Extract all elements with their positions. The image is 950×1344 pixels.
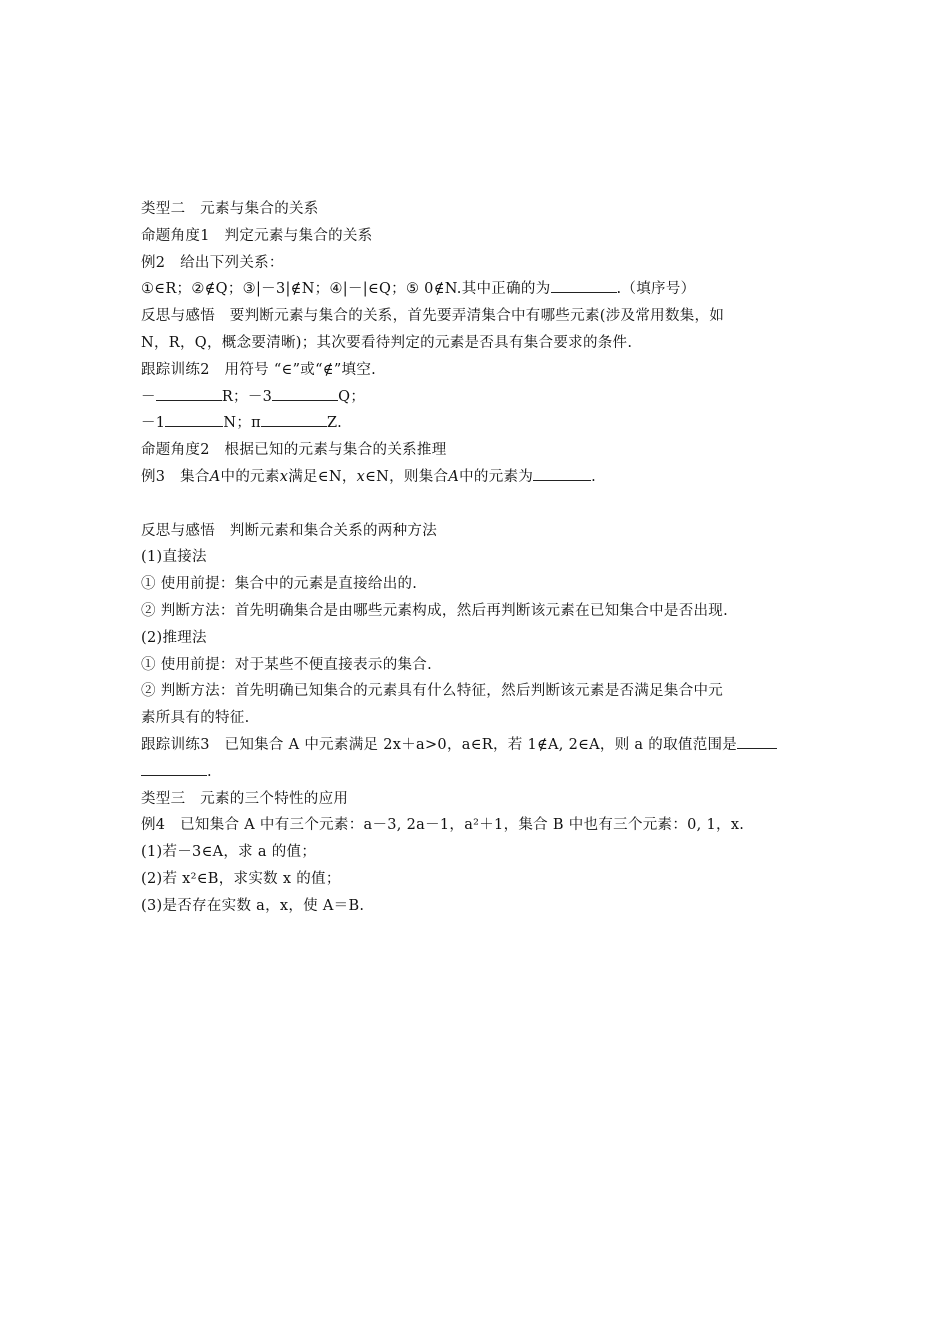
example-text: ∈N，则集合 [365,468,449,485]
subsection-heading: 命题角度2 根据已知的元素与集合的关系推理 [141,442,447,459]
answer-blank[interactable] [533,465,591,481]
answer-blank[interactable] [261,411,327,427]
answer-blank[interactable] [737,733,777,749]
reflection-text: N，R，Q，概念要清晰)；其次要看待判定的元素是否具有集合要求的条件. [141,334,633,351]
method-heading: (2)推理法 [141,629,207,646]
example-text: 例3 集合 [141,468,210,485]
exercise-text: Z. [326,415,342,432]
method-heading: (1)直接法 [141,549,207,566]
method-item: ② 判断方法：首先明确集合是由哪些元素构成，然后再判断该元素在已知集合中是否出现. [141,602,729,619]
example-text: 满足∈N， [288,468,357,485]
document-body [141,196,816,920]
exercise-text: N；π [223,415,261,432]
set-symbol: A [209,468,221,485]
section-heading: 类型三 元素的三个特性的应用 [141,790,349,807]
variable-symbol: x [356,468,366,485]
exercise-row [141,384,816,411]
exercise-title: 跟踪训练2 用符号 “∈”或“∉”填空. [141,361,377,378]
exercise-row [141,410,816,437]
exercise-text: 跟踪训练3 已知集合 A 中元素满足 2x＋a>0，a∈R，若 1∉A, 2∈A，则 a 的取值范围是 [141,736,738,753]
example-title: 例2 给出下列关系： [141,254,284,271]
example-text: 中的元素为 [459,468,534,485]
answer-blank[interactable] [165,411,223,427]
exercise-text: －1 [141,415,166,432]
spacer [141,491,816,518]
statement-tail: .（填序号） [616,281,696,298]
reflection-text: 反思与感悟 要判断元素与集合的关系，首先要弄清集合中有哪些元素(涉及常用数集，如 [141,308,725,325]
example-statement: 例4 已知集合 A 中有三个元素：a－3, 2a－1，a²＋1，集合 B 中也有三个元素：0, 1，x. [141,817,745,834]
example-statement [141,464,816,491]
exercise-text: Q； [338,388,366,405]
example-text: 中的元素 [220,468,280,485]
method-item: ② 判断方法：首先明确已知集合的元素具有什么特征，然后判断该元素是否满足集合中元 [141,683,724,700]
exercise-text: R；－3 [221,388,273,405]
method-item: ① 使用前提：对于某些不便直接表示的集合. [141,656,433,673]
question-item: (1)若－3∈A，求 a 的值； [141,844,317,861]
question-item: (2)若 x²∈B，求实数 x 的值； [141,870,341,887]
reflection-heading: 反思与感悟 判断元素和集合关系的两种方法 [141,522,437,539]
example-statement [141,276,816,303]
question-item: (3)是否存在实数 a，x，使 A＝B. [141,897,365,914]
answer-blank[interactable] [156,385,222,401]
exercise-text: . [207,763,212,780]
set-symbol: A [448,468,460,485]
exercise-continuation [141,759,816,786]
statement-text: ①∈R；②∉Q；③|－3|∉N；④|－|∈Q；⑤ 0∉N.其中正确的为 [141,281,551,298]
exercise-statement [141,732,816,759]
answer-blank[interactable] [141,760,207,776]
variable-symbol: x [279,468,289,485]
method-item: ① 使用前提：集合中的元素是直接给出的. [141,576,418,593]
section-heading: 类型二 元素与集合的关系 [141,201,319,217]
method-item: 素所具有的特征. [141,710,250,727]
exercise-text: － [141,388,156,405]
subsection-heading: 命题角度1 判定元素与集合的关系 [141,227,373,244]
answer-blank[interactable] [272,385,338,401]
answer-blank[interactable] [551,277,617,293]
example-text: . [591,468,597,485]
